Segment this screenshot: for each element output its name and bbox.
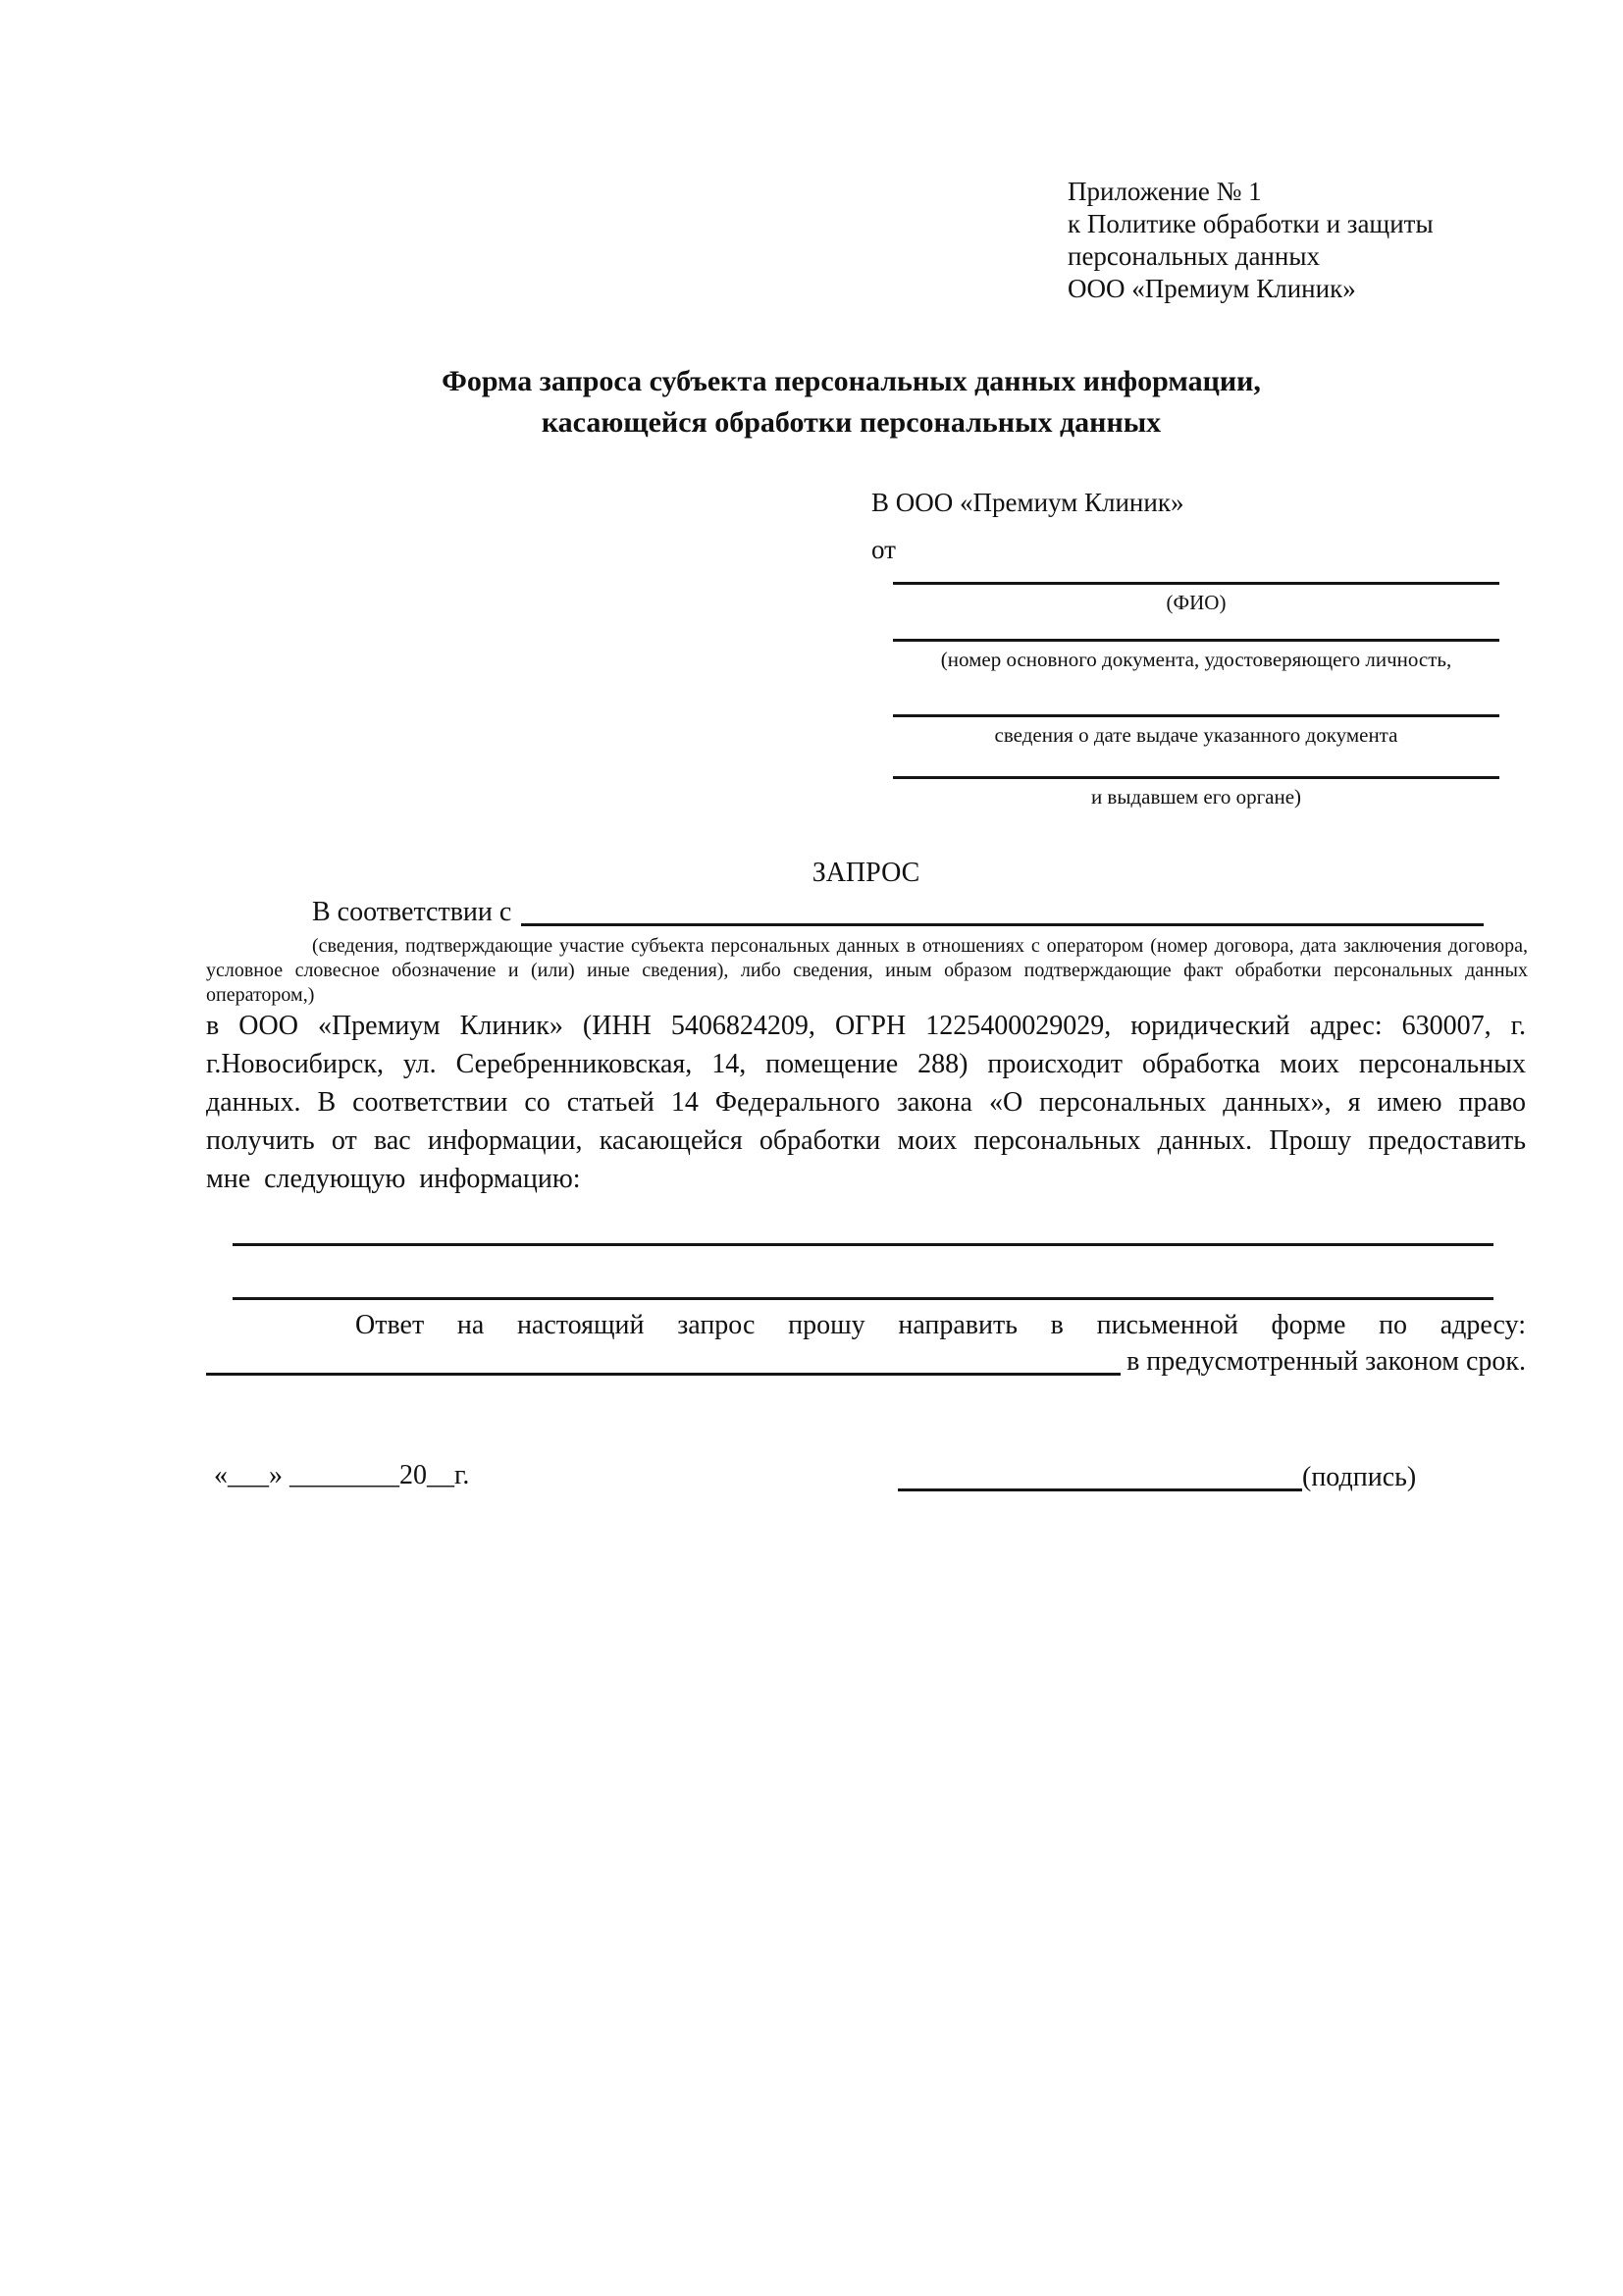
date-blank-text[interactable]: «___» ________20__г.	[214, 1460, 470, 1490]
document-title-line-2: касающейся обработки персональных данных	[541, 406, 1162, 439]
appendix-line-1: Приложение № 1	[1068, 177, 1262, 206]
issue-date-caption: сведения о дате выдаче указанного документа	[994, 723, 1398, 747]
reply-row	[206, 1342, 1526, 1378]
intro-prefix: В соответствии с	[312, 897, 512, 927]
issue-date-blank-line[interactable]	[893, 714, 1499, 717]
addressee-to: В ООО «Премиум Клиник»	[871, 488, 1184, 517]
appendix-block	[1068, 176, 1434, 305]
fio-blank-line[interactable]	[893, 582, 1499, 585]
appendix-line-3: персональных данных	[1068, 241, 1320, 271]
signature-blank-line[interactable]	[898, 1488, 1302, 1491]
issuing-authority-caption: и выдавшем его органе)	[1090, 785, 1302, 809]
address-blank-line[interactable]	[206, 1373, 1121, 1376]
intro-row	[312, 895, 1484, 928]
document-number-caption: (номер основного документа, удостоверяющего личность,	[940, 648, 1452, 671]
reply-line-2-suffix: в предусмотренный законом срок.	[1126, 1346, 1526, 1377]
signature-caption: (подпись)	[1302, 1462, 1417, 1492]
appendix-line-4: ООО «Премиум Клиник»	[1068, 274, 1356, 303]
intro-blank-line[interactable]	[521, 923, 1484, 926]
signature-row	[898, 1460, 1442, 1493]
fio-caption: (ФИО)	[1166, 591, 1227, 614]
info-blank-line-1[interactable]	[233, 1243, 1493, 1246]
document-title-line-1: Форма запроса субъекта персональных данных информации,	[442, 365, 1261, 397]
document-number-blank-line[interactable]	[893, 639, 1499, 642]
request-heading: ЗАПРОС	[812, 858, 920, 888]
body-paragraph: в ООО «Премиум Клиник» (ИНН 5406824209, ОГРН 1225400029029, юридический адрес: 630007, г. г.Новосибирск, ул. Серебренниковская, 14, помещение 288) происходит обработка моих персональных данных. В соответствии со статьей 14 Федерального закона «О персональных данных», я имею право получить от вас информации, касающейся обработки моих персональных данных. Прошу предоставить мне следующую информацию:	[206, 1011, 1526, 1194]
document-title	[191, 361, 1511, 444]
issuing-authority-blank-line[interactable]	[893, 776, 1499, 779]
appendix-line-2: к Политике обработки и защиты	[1068, 209, 1434, 238]
info-blank-line-2[interactable]	[233, 1297, 1493, 1300]
reply-line-1: Ответ на настоящий запрос прошу направить в письменной форме по адресу:	[355, 1310, 1526, 1340]
addressee-from-label: от	[871, 535, 896, 564]
footnote-text: (сведения, подтверждающие участие субъекта персональных данных в отношениях с оператором (номер договора, дата заключения договора, условное словесное обозначение и (или) иные сведения), либо сведения, иным образом подтверждающие факт обработки персональных данных оператором,)	[206, 935, 1528, 1006]
